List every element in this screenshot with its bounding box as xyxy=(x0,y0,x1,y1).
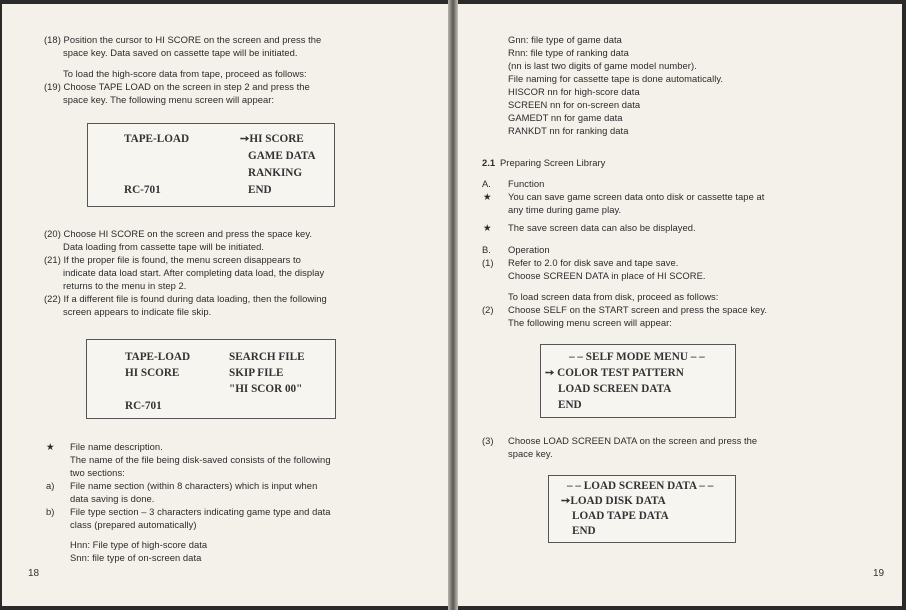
step-2-line-2: The following menu screen will appear: xyxy=(508,317,672,328)
star-bullet: ★ xyxy=(483,222,492,233)
page-number: 19 xyxy=(873,568,885,579)
section-title: Preparing Screen Library xyxy=(500,157,606,168)
nn-note: (nn is last two digits of game model number). xyxy=(508,60,697,71)
function-line-1: You can save game screen data onto disk or cassette tape at xyxy=(508,191,765,202)
item-a-label: a) xyxy=(46,480,55,491)
book-gutter xyxy=(448,0,458,610)
step-22-line-1: (22) If a different file is found during data loading, then the following xyxy=(44,293,327,304)
step-1-load: To load screen data from disk, proceed as follows: xyxy=(508,291,719,302)
model-label: RC-701 xyxy=(125,400,162,412)
menu-item: LOAD SCREEN DATA xyxy=(558,383,672,395)
load-screen-data-menu xyxy=(548,475,736,543)
menu-title: – – SELF MODE MENU – – xyxy=(569,351,705,363)
item-a-line-1: File name section (within 8 characters) which is input when xyxy=(70,480,318,491)
step-3-label: (3) xyxy=(482,435,494,446)
type-hnn: Hnn: File type of high-score data xyxy=(70,539,208,550)
step-21-line-3: returns to the menu in step 2. xyxy=(63,280,187,291)
file-skip-screen xyxy=(86,339,336,419)
file-name-desc-2: two sections: xyxy=(70,467,125,478)
model-label: RC-701 xyxy=(124,184,161,196)
step-19-line-2: space key. The following menu screen will appear: xyxy=(63,94,275,105)
subsection-a-label: A. xyxy=(482,178,491,189)
name-hiscor: HISCOR nn for high-score data xyxy=(508,86,640,97)
file-name-heading: File name description. xyxy=(70,441,163,452)
screen-filename: "HI SCOR 00" xyxy=(229,383,303,395)
item-b-line-2: class (prepared automatically) xyxy=(70,519,197,530)
menu-item-end: END xyxy=(572,525,596,537)
right-page xyxy=(458,4,902,606)
menu-item: LOAD TAPE DATA xyxy=(572,510,669,522)
step-1-line-1: Refer to 2.0 for disk save and tape save. xyxy=(508,257,679,268)
file-name-desc-1: The name of the file being disk-saved consists of the following xyxy=(70,454,331,465)
step-2-line-1: Choose SELF on the START screen and press the space key. xyxy=(508,304,768,315)
menu-item-end: END xyxy=(558,399,582,411)
step-1-line-2: Choose SCREEN DATA in place of HI SCORE. xyxy=(508,270,706,281)
step-21-line-2: indicate data load start. After completing data load, the display xyxy=(63,267,325,278)
menu-selected-item: ➙ COLOR TEST PATTERN xyxy=(545,367,684,379)
step-18-line-1: (18) Position the cursor to HI SCORE on the screen and press the xyxy=(44,34,322,45)
cassette-naming: File naming for cassette tape is done automatically. xyxy=(508,73,724,84)
step-3-line-2: space key. xyxy=(508,448,553,459)
name-gamedt: GAMEDT nn for game data xyxy=(508,112,623,123)
menu-selected-item: ➙LOAD DISK DATA xyxy=(561,495,666,507)
item-a-line-2: data saving is done. xyxy=(70,493,155,504)
section-number: 2.1 xyxy=(482,157,496,168)
tape-load-menu-screen xyxy=(87,123,335,207)
name-screen: SCREEN nn for on-screen data xyxy=(508,99,641,110)
star-bullet: ★ xyxy=(46,441,55,452)
item-b-label: b) xyxy=(46,506,55,517)
type-snn: Snn: file type of on-screen data xyxy=(70,552,202,563)
function-line-2: any time during game play. xyxy=(508,204,622,215)
self-mode-menu-screen xyxy=(540,344,736,418)
function-line-3: The save screen data can also be displayed. xyxy=(508,222,696,233)
step-3-line-1: Choose LOAD SCREEN DATA on the screen and press the xyxy=(508,435,758,446)
step-21-line-1: (21) If the proper file is found, the menu screen disappears to xyxy=(44,254,301,265)
menu-title: TAPE-LOAD xyxy=(124,133,190,145)
menu-item: GAME DATA xyxy=(248,150,316,162)
screen-text: SKIP FILE xyxy=(229,367,284,379)
type-rnn: Rnn: file type of ranking data xyxy=(508,47,629,58)
menu-selected-item: ➙HI SCORE xyxy=(240,133,304,145)
screen-text: SEARCH FILE xyxy=(229,351,305,363)
step-1-label: (1) xyxy=(482,257,494,268)
name-rankdt: RANKDT nn for ranking data xyxy=(508,125,629,136)
menu-title: – – LOAD SCREEN DATA – – xyxy=(567,480,714,492)
subsection-b-title: Operation xyxy=(508,244,550,255)
subsection-b-label: B. xyxy=(482,244,491,255)
step-20-line-2: Data loading from cassette tape will be initiated. xyxy=(63,241,265,252)
type-gnn: Gnn: file type of game data xyxy=(508,34,622,45)
screen-text: TAPE-LOAD xyxy=(125,351,191,363)
menu-item-end: END xyxy=(248,184,272,196)
star-bullet: ★ xyxy=(483,191,492,202)
step-19-line-1: (19) Choose TAPE LOAD on the screen in step 2 and press the xyxy=(44,81,310,92)
load-intro: To load the high-score data from tape, proceed as follows: xyxy=(63,68,307,79)
subsection-a-title: Function xyxy=(508,178,545,189)
left-page xyxy=(2,4,448,606)
step-22-line-2: screen appears to indicate file skip. xyxy=(63,306,212,317)
step-20-line-1: (20) Choose HI SCORE on the screen and press the space key. xyxy=(44,228,313,239)
menu-item: RANKING xyxy=(248,167,303,179)
step-18-line-2: space key. Data saved on cassette tape will be initiated. xyxy=(63,47,298,58)
item-b-line-1: File type section – 3 characters indicating game type and data xyxy=(70,506,331,517)
page-number: 18 xyxy=(28,568,40,579)
screen-text: HI SCORE xyxy=(125,367,180,379)
step-2-label: (2) xyxy=(482,304,494,315)
